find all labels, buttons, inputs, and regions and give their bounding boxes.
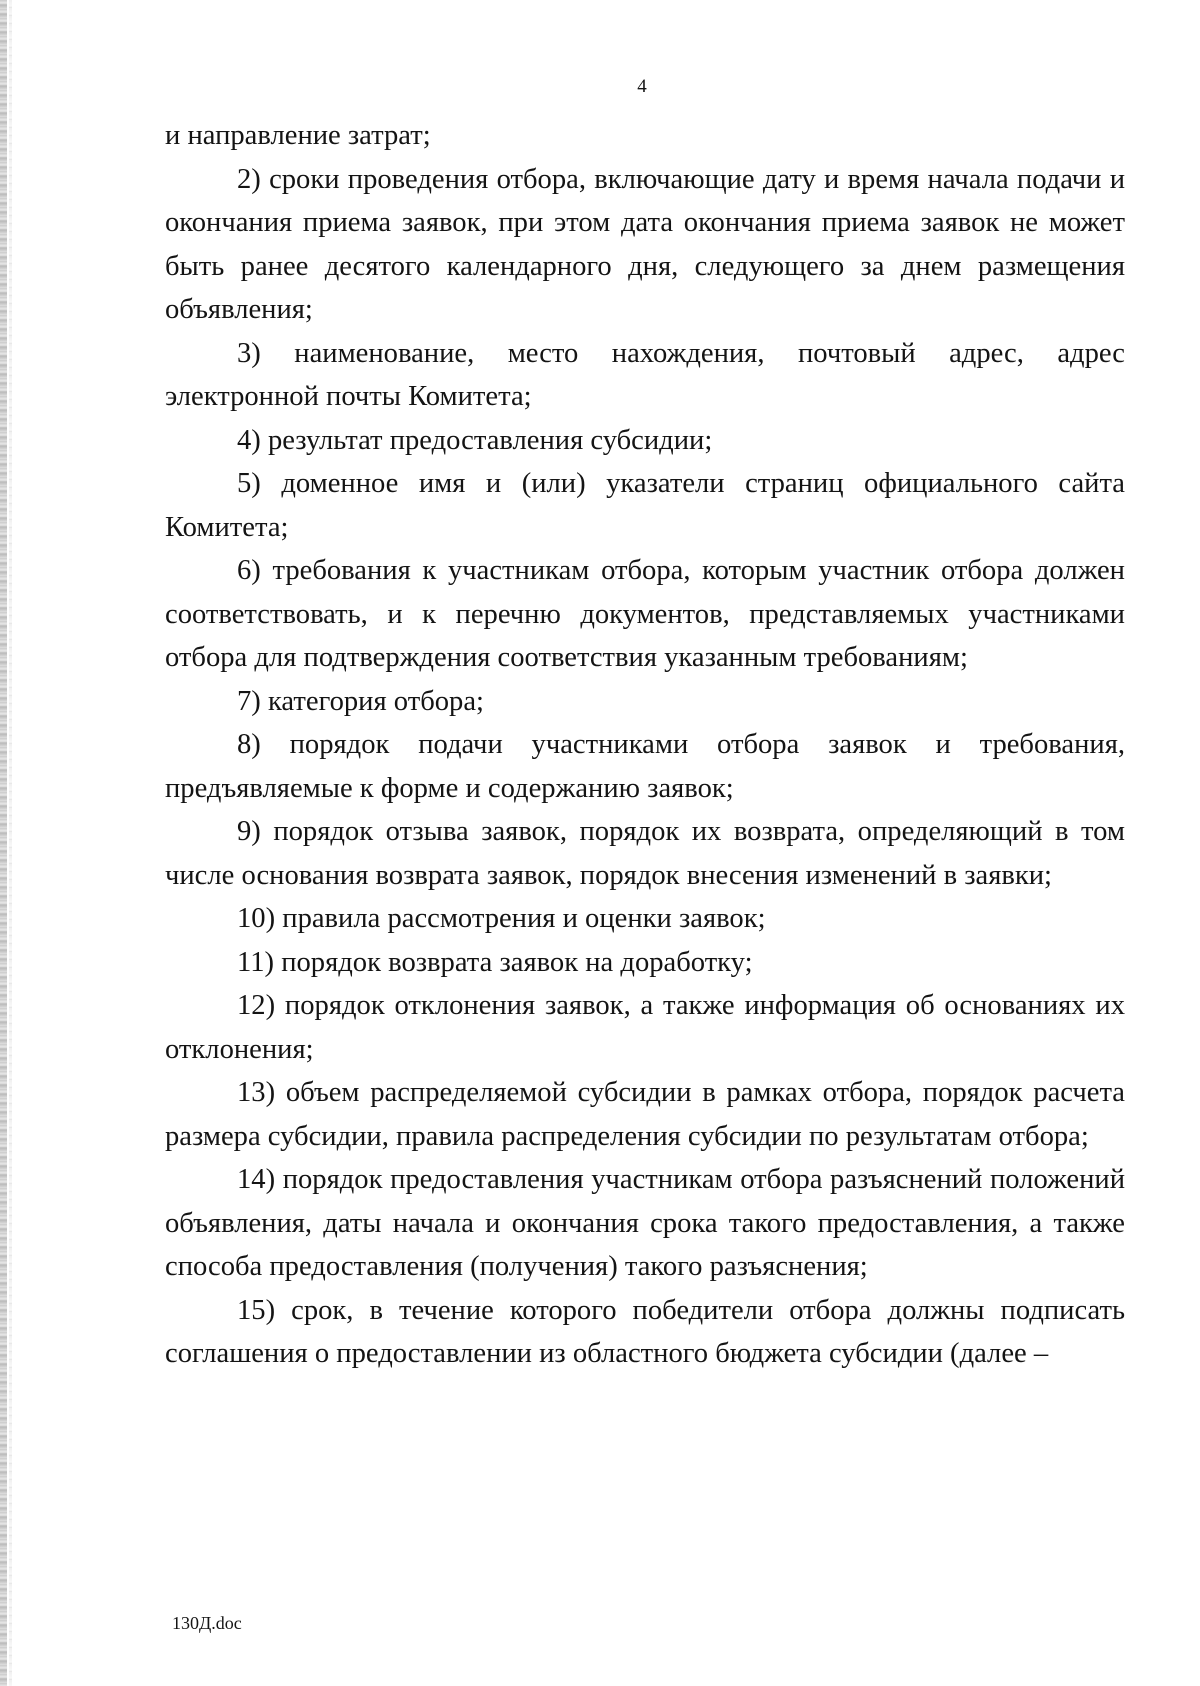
list-item-6: 6) требования к участникам отбора, которым участник отбора должен соответствовать, и к перечню документов, представляемых участниками отбора для подтверждения соответствия указанным требованиям;	[165, 555, 1125, 673]
scan-edge-shadow	[0, 0, 7, 1686]
list-item-11: 11) порядок возврата заявок на доработку;	[237, 946, 753, 978]
list-item-2: 2) сроки проведения отбора, включающие дату и время начала подачи и окончания приема заявок, при этом дата окончания приема заявок не может быть ранее десятого календарного дня, следующего за днем размещения объявления;	[165, 163, 1125, 325]
list-item-3: 3) наименование, место нахождения, почтовый адрес, адрес электронной почты Комитета;	[165, 337, 1125, 412]
document-body	[165, 114, 1125, 1376]
scan-edge-shadow-inner	[9, 0, 12, 1686]
list-item-15: 15) срок, в течение которого победители отбора должны подписать соглашения о предоставлении из областного бюджета субсидии (далее –	[165, 1294, 1125, 1369]
list-item-4: 4) результат предоставления субсидии;	[237, 424, 713, 456]
footer-filename: 130Д.doc	[172, 1613, 242, 1633]
list-item-10: 10) правила рассмотрения и оценки заявок;	[237, 903, 766, 934]
paragraph-continuation: и направление затрат;	[165, 120, 431, 151]
list-item-14: 14) порядок предоставления участникам отбора разъяснений положений объявления, даты начала и окончания срока такого предоставления, а также способа предоставления (получения) такого разъяснения;	[165, 1164, 1125, 1282]
list-item-9: 9) порядок отзыва заявок, порядок их возврата, определяющий в том числе основания возврата заявок, порядок внесения изменений в заявки;	[165, 816, 1125, 891]
list-item-12: 12) порядок отклонения заявок, а также информация об основаниях их отклонения;	[165, 990, 1125, 1065]
list-item-5: 5) доменное имя и (или) указатели страниц официального сайта Комитета;	[165, 468, 1125, 543]
list-item-13: 13) объем распределяемой субсидии в рамках отбора, порядок расчета размера субсидии, правила распределения субсидии по результатам отбора;	[165, 1077, 1125, 1152]
list-item-8: 8) порядок подачи участниками отбора заявок и требования, предъявляемые к форме и содержанию заявок;	[165, 729, 1125, 804]
list-item-7: 7) категория отбора;	[237, 685, 484, 717]
page-number: 4	[637, 76, 647, 97]
